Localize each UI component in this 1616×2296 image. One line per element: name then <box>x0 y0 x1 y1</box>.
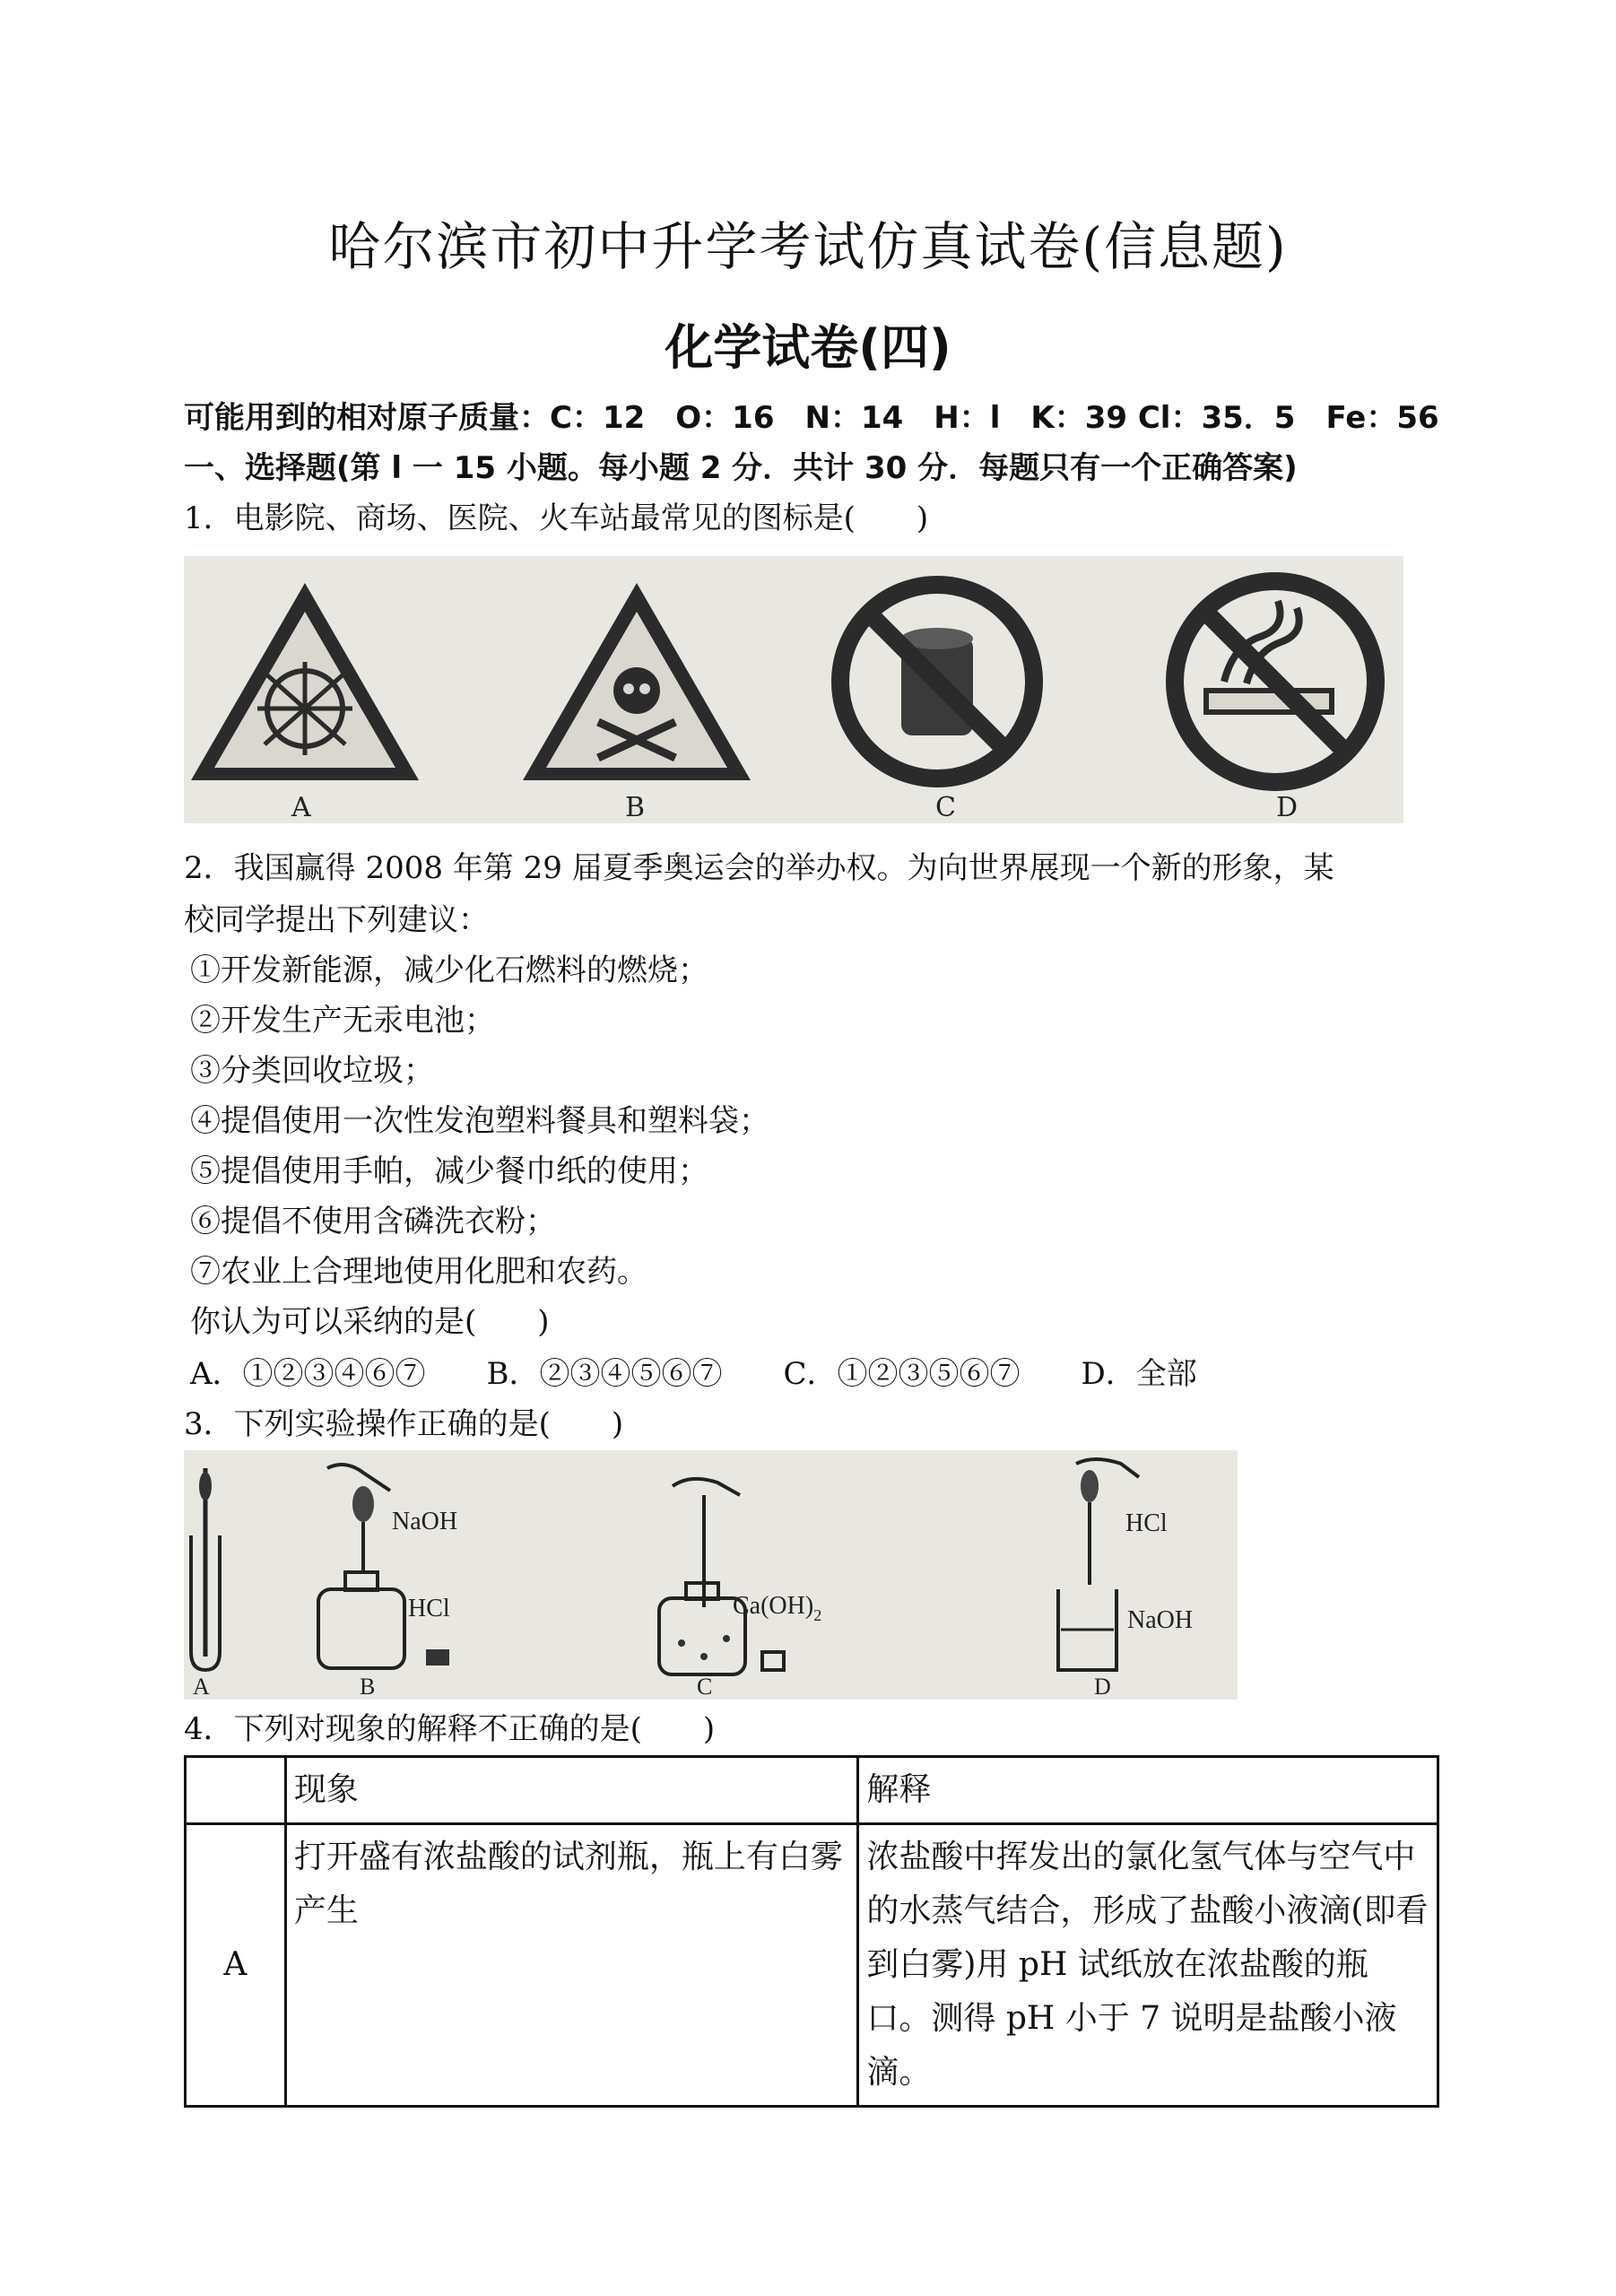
q3-label-d: D <box>1094 1674 1111 1700</box>
q3-label-b: B <box>360 1674 376 1700</box>
question-2-stem-line2: 校同学提出下列建议： <box>184 902 489 938</box>
question-2-item-2: ②开发生产无汞电池； <box>190 1003 495 1039</box>
q1-label-b: B <box>625 792 646 823</box>
question-3-stem: 3．下列实验操作正确的是( ) <box>184 1406 624 1442</box>
q3-c-reagent: $Ca(OH)_2$ <box>733 1592 822 1624</box>
row-label: A <box>186 1824 286 2107</box>
q3-label-a: A <box>193 1674 210 1700</box>
q3-d-bottom-reagent: NaOH <box>1127 1606 1194 1634</box>
section-heading: 一、选择题(第 l 一 15 小题。每小题 2 分．共计 30 分．每题只有一个正确答案) <box>184 450 1298 486</box>
question-1-stem: 1．电影院、商场、医院、火车站最常见的图标是( ) <box>184 500 929 536</box>
dropper-bottle-c-icon <box>659 1479 784 1674</box>
table-row <box>186 1824 1438 2107</box>
q1-label-c: C <box>935 792 956 823</box>
q3-d-top-reagent: HCl <box>1125 1509 1168 1537</box>
question-2-item-1: ①开发新能源，减少化石燃料的燃烧； <box>190 952 708 988</box>
question-2-options: A．①②③④⑥⑦ B．②③④⑤⑥⑦ C．①②③⑤⑥⑦ D．全部 <box>190 1356 1197 1392</box>
q3-b-top-reagent: NaOH <box>392 1508 458 1535</box>
no-oil-barrel-icon <box>840 585 1034 778</box>
q3-label-c: C <box>697 1674 713 1700</box>
question-4-stem: 4．下列对现象的解释不正确的是( ) <box>184 1711 716 1747</box>
question-3-figure <box>184 1450 1238 1700</box>
table-header-blank <box>186 1757 286 1824</box>
question-2-item-7: ⑦农业上合理地使用化肥和农药。 <box>190 1254 647 1290</box>
table-header-explanation: 解释 <box>858 1757 1438 1824</box>
question-2-question: 你认为可以采纳的是( ) <box>190 1304 550 1340</box>
test-tube-dropper-icon <box>191 1468 220 1670</box>
page-title: 哈尔滨市初中升学考试仿真试卷(信息题) <box>328 216 1288 277</box>
q1-label-a: A <box>291 792 311 823</box>
question-2-item-3: ③分类回收垃圾； <box>190 1053 434 1089</box>
question-2-item-5: ⑤提倡使用手帕，减少餐巾纸的使用； <box>190 1153 708 1189</box>
table-header-row <box>186 1757 1438 1824</box>
row-explanation: 浓盐酸中挥发出的氯化氢气体与空气中的水蒸气结合，形成了盐酸小液滴(即看到白雾)用 pH 试纸放在浓盐酸的瓶口。测得 pH 小于 7 说明是盐酸小液滴。 <box>858 1824 1438 2107</box>
question-2-item-6: ⑥提倡不使用含磷洗衣粉； <box>190 1204 556 1239</box>
table-header-phenomenon: 现象 <box>285 1757 858 1824</box>
explosive-warning-icon <box>191 583 419 780</box>
q3-b-bottom-reagent: HCl <box>408 1595 450 1622</box>
question-2-stem-line1: 2．我国赢得 2008 年第 29 届夏季奥运会的举办权。为向世界展现一个新的形象，某 <box>184 850 1334 886</box>
dropper-bottle-b-icon <box>318 1465 449 1668</box>
question-2-item-4: ④提倡使用一次性发泡塑料餐具和塑料袋； <box>190 1103 769 1139</box>
question-1-figure <box>184 556 1403 823</box>
row-phenomenon: 打开盛有浓盐酸的试剂瓶，瓶上有白雾产生 <box>285 1824 858 2107</box>
toxic-warning-icon <box>523 583 751 780</box>
dropper-beaker-d-icon <box>1058 1459 1139 1670</box>
page-subtitle: 化学试卷(四) <box>665 319 951 376</box>
question-4-table <box>184 1755 1439 2108</box>
no-smoking-icon <box>1175 581 1376 782</box>
q1-label-d: D <box>1276 792 1299 823</box>
atomic-masses: 可能用到的相对原子质量：C：12 O：16 N：14 H：l K：39 Cl：35．5 Fe：56 <box>184 400 1439 436</box>
